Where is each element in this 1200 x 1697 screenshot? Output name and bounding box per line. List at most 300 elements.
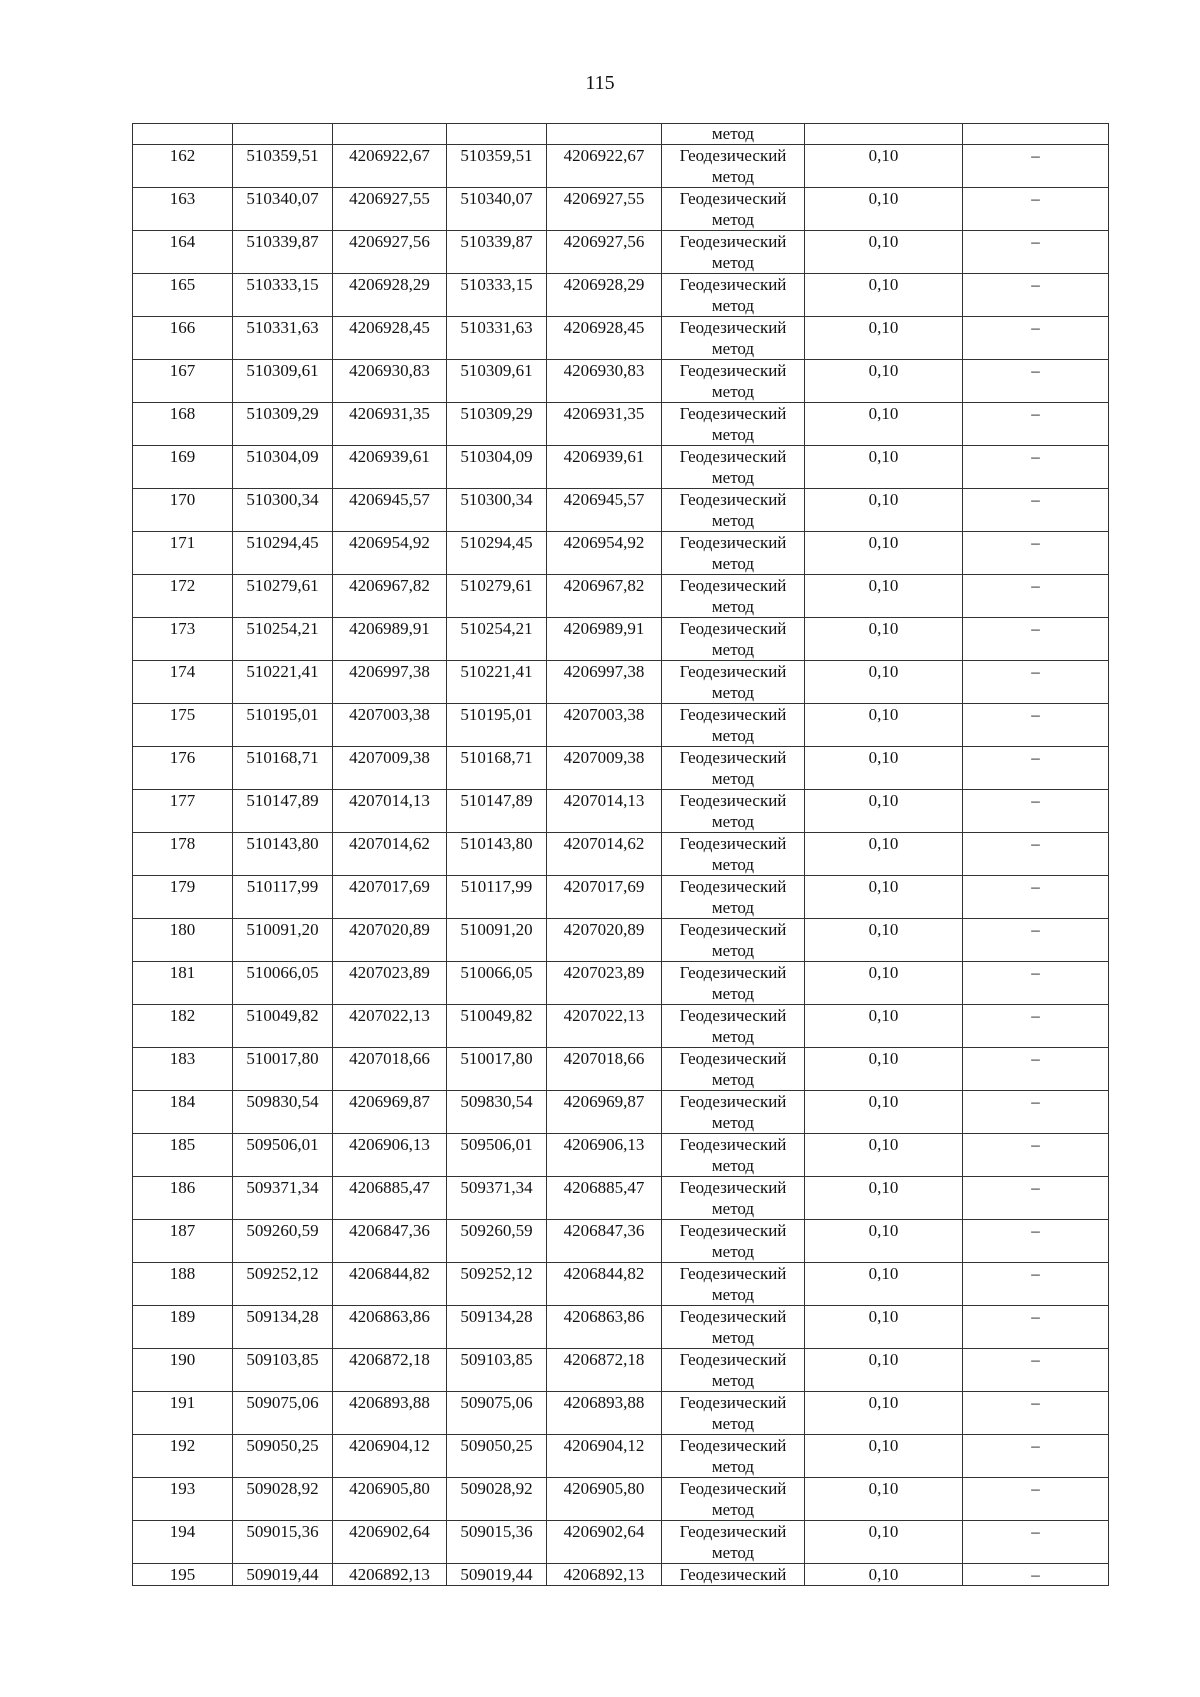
- method-cell: [662, 188, 805, 231]
- x-coordinate-cell: 510091,20: [233, 919, 333, 962]
- y-coordinate-cell: 4206927,56: [547, 231, 662, 274]
- x-coordinate-cell: 509050,25: [447, 1435, 547, 1478]
- x-coordinate-cell: 510147,89: [447, 790, 547, 833]
- method-line: метод: [711, 898, 755, 917]
- x-coordinate-cell: 509103,85: [233, 1349, 333, 1392]
- accuracy-cell: 0,10: [805, 1349, 963, 1392]
- method-line: метод: [711, 1070, 755, 1089]
- x-coordinate-cell: 510221,41: [447, 661, 547, 704]
- y-coordinate-cell: 4206905,80: [333, 1478, 447, 1521]
- y-coordinate-cell: 4206927,56: [333, 231, 447, 274]
- point-number-cell: 163: [133, 188, 233, 231]
- accuracy-cell: 0,10: [805, 1392, 963, 1435]
- x-coordinate-cell: 509506,01: [233, 1134, 333, 1177]
- x-coordinate-cell: 510143,80: [447, 833, 547, 876]
- accuracy-cell: 0,10: [805, 446, 963, 489]
- table-cell: [547, 124, 662, 145]
- accuracy-cell: 0,10: [805, 1134, 963, 1177]
- method-cell: [662, 1478, 805, 1521]
- note-cell: –: [963, 1349, 1109, 1392]
- accuracy-cell: 0,10: [805, 403, 963, 446]
- y-coordinate-cell: 4207020,89: [547, 919, 662, 962]
- table-row: [133, 1220, 1109, 1263]
- table-row: [133, 532, 1109, 575]
- note-cell: –: [963, 919, 1109, 962]
- y-coordinate-cell: 4206885,47: [333, 1177, 447, 1220]
- accuracy-cell: 0,10: [805, 790, 963, 833]
- method-cell: [662, 1392, 805, 1435]
- accuracy-cell: 0,10: [805, 661, 963, 704]
- y-coordinate-cell: 4206931,35: [547, 403, 662, 446]
- y-coordinate-cell: 4206844,82: [333, 1263, 447, 1306]
- x-coordinate-cell: 510294,45: [447, 532, 547, 575]
- point-number-cell: 170: [133, 489, 233, 532]
- accuracy-cell: 0,10: [805, 575, 963, 618]
- accuracy-cell: 0,10: [805, 489, 963, 532]
- method-line: метод: [711, 1027, 755, 1046]
- accuracy-cell: 0,10: [805, 1220, 963, 1263]
- y-coordinate-cell: 4206945,57: [333, 489, 447, 532]
- table-cell: [963, 124, 1109, 145]
- y-coordinate-cell: 4207009,38: [333, 747, 447, 790]
- point-number-cell: 179: [133, 876, 233, 919]
- x-coordinate-cell: 509260,59: [233, 1220, 333, 1263]
- method-line: метод: [711, 640, 755, 659]
- method-line: Геодезический: [679, 1522, 787, 1541]
- x-coordinate-cell: 510066,05: [233, 962, 333, 1005]
- x-coordinate-cell: 510049,82: [233, 1005, 333, 1048]
- method-line: Геодезический: [679, 1092, 787, 1111]
- method-line: Геодезический: [679, 232, 787, 251]
- x-coordinate-cell: 510359,51: [233, 145, 333, 188]
- y-coordinate-cell: 4206847,36: [333, 1220, 447, 1263]
- method-cell: [662, 403, 805, 446]
- method-line: Геодезический: [679, 1049, 787, 1068]
- point-number-cell: 168: [133, 403, 233, 446]
- method-cell: [662, 446, 805, 489]
- x-coordinate-cell: 509260,59: [447, 1220, 547, 1263]
- method-line: метод: [711, 1543, 755, 1562]
- method-line: Геодезический: [679, 576, 787, 595]
- table-row: [133, 618, 1109, 661]
- point-number-cell: 174: [133, 661, 233, 704]
- method-cell: [662, 1005, 805, 1048]
- x-coordinate-cell: 510195,01: [233, 704, 333, 747]
- table-row: [133, 1177, 1109, 1220]
- point-number-cell: 192: [133, 1435, 233, 1478]
- y-coordinate-cell: 4206906,13: [333, 1134, 447, 1177]
- x-coordinate-cell: 509371,34: [233, 1177, 333, 1220]
- y-coordinate-cell: 4206954,92: [547, 532, 662, 575]
- y-coordinate-cell: 4206954,92: [333, 532, 447, 575]
- y-coordinate-cell: 4206844,82: [547, 1263, 662, 1306]
- table-row: [133, 1349, 1109, 1392]
- x-coordinate-cell: 510254,21: [233, 618, 333, 661]
- method-line: метод: [711, 511, 755, 530]
- method-cell: [662, 1306, 805, 1349]
- note-cell: –: [963, 1435, 1109, 1478]
- y-coordinate-cell: 4207022,13: [547, 1005, 662, 1048]
- method-cell: [662, 790, 805, 833]
- accuracy-cell: 0,10: [805, 274, 963, 317]
- point-number-cell: 178: [133, 833, 233, 876]
- method-line: Геодезический: [679, 490, 787, 509]
- method-line: Геодезический: [679, 189, 787, 208]
- y-coordinate-cell: 4206997,38: [333, 661, 447, 704]
- point-number-cell: 180: [133, 919, 233, 962]
- point-number-cell: 171: [133, 532, 233, 575]
- accuracy-cell: 0,10: [805, 1091, 963, 1134]
- method-cell: [662, 1263, 805, 1306]
- accuracy-cell: 0,10: [805, 618, 963, 661]
- x-coordinate-cell: 510300,34: [447, 489, 547, 532]
- method-cell: [662, 1349, 805, 1392]
- method-cell: [662, 661, 805, 704]
- point-number-cell: 164: [133, 231, 233, 274]
- point-number-cell: 172: [133, 575, 233, 618]
- x-coordinate-cell: 510049,82: [447, 1005, 547, 1048]
- note-cell: –: [963, 747, 1109, 790]
- x-coordinate-cell: 510304,09: [233, 446, 333, 489]
- method-line: Геодезический: [679, 662, 787, 681]
- table-cell: [233, 124, 333, 145]
- x-coordinate-cell: 510294,45: [233, 532, 333, 575]
- y-coordinate-cell: 4207018,66: [333, 1048, 447, 1091]
- x-coordinate-cell: 510331,63: [447, 317, 547, 360]
- note-cell: –: [963, 1134, 1109, 1177]
- method-line: Геодезический: [679, 1479, 787, 1498]
- method-line: Геодезический: [679, 1264, 787, 1283]
- method-line: метод: [711, 1285, 755, 1304]
- method-line: Геодезический: [679, 748, 787, 767]
- accuracy-cell: 0,10: [805, 317, 963, 360]
- note-cell: –: [963, 1564, 1109, 1586]
- method-line: Геодезический: [679, 404, 787, 423]
- accuracy-cell: 0,10: [805, 1177, 963, 1220]
- y-coordinate-cell: 4207003,38: [333, 704, 447, 747]
- y-coordinate-cell: 4206989,91: [333, 618, 447, 661]
- note-cell: –: [963, 575, 1109, 618]
- x-coordinate-cell: 510339,87: [447, 231, 547, 274]
- y-coordinate-cell: 4206939,61: [547, 446, 662, 489]
- x-coordinate-cell: 509134,28: [447, 1306, 547, 1349]
- y-coordinate-cell: 4206945,57: [547, 489, 662, 532]
- y-coordinate-cell: 4206872,18: [547, 1349, 662, 1392]
- point-number-cell: 188: [133, 1263, 233, 1306]
- x-coordinate-cell: 510309,29: [447, 403, 547, 446]
- method-line: Геодезический: [679, 275, 787, 294]
- method-line: Геодезический: [679, 963, 787, 982]
- y-coordinate-cell: 4207014,13: [547, 790, 662, 833]
- point-number-cell: 169: [133, 446, 233, 489]
- x-coordinate-cell: 510066,05: [447, 962, 547, 1005]
- y-coordinate-cell: 4206893,88: [547, 1392, 662, 1435]
- method-line: метод: [711, 167, 755, 186]
- method-cell: [662, 360, 805, 403]
- y-coordinate-cell: 4206930,83: [547, 360, 662, 403]
- point-number-cell: 183: [133, 1048, 233, 1091]
- method-line: Геодезический: [679, 1006, 787, 1025]
- table-body: [133, 124, 1109, 1586]
- method-line: Геодезический: [679, 533, 787, 552]
- note-cell: –: [963, 274, 1109, 317]
- x-coordinate-cell: 510333,15: [447, 274, 547, 317]
- x-coordinate-cell: 509015,36: [447, 1521, 547, 1564]
- table-row: [133, 1521, 1109, 1564]
- method-cell: [662, 532, 805, 575]
- table-row: [133, 1478, 1109, 1521]
- note-cell: –: [963, 618, 1109, 661]
- x-coordinate-cell: 509019,44: [233, 1564, 333, 1586]
- point-number-cell: 189: [133, 1306, 233, 1349]
- y-coordinate-cell: 4206902,64: [333, 1521, 447, 1564]
- note-cell: –: [963, 1220, 1109, 1263]
- x-coordinate-cell: 510017,80: [447, 1048, 547, 1091]
- x-coordinate-cell: 510254,21: [447, 618, 547, 661]
- note-cell: –: [963, 403, 1109, 446]
- y-coordinate-cell: 4206967,82: [547, 575, 662, 618]
- y-coordinate-cell: 4206969,87: [547, 1091, 662, 1134]
- y-coordinate-cell: 4206928,29: [333, 274, 447, 317]
- table-row: [133, 489, 1109, 532]
- x-coordinate-cell: 510117,99: [233, 876, 333, 919]
- method-line: Геодезический: [679, 1178, 787, 1197]
- table-row: [133, 1306, 1109, 1349]
- x-coordinate-cell: 509075,06: [233, 1392, 333, 1435]
- method-line: Геодезический: [679, 920, 787, 939]
- y-coordinate-cell: 4206906,13: [547, 1134, 662, 1177]
- note-cell: –: [963, 489, 1109, 532]
- x-coordinate-cell: 510340,07: [233, 188, 333, 231]
- x-coordinate-cell: 510333,15: [233, 274, 333, 317]
- x-coordinate-cell: 510143,80: [233, 833, 333, 876]
- point-number-cell: 187: [133, 1220, 233, 1263]
- note-cell: –: [963, 532, 1109, 575]
- method-cell: [662, 145, 805, 188]
- y-coordinate-cell: 4206872,18: [333, 1349, 447, 1392]
- x-coordinate-cell: 510195,01: [447, 704, 547, 747]
- point-number-cell: 191: [133, 1392, 233, 1435]
- method-line: Геодезический: [679, 1135, 787, 1154]
- point-number-cell: 190: [133, 1349, 233, 1392]
- y-coordinate-cell: 4206930,83: [333, 360, 447, 403]
- accuracy-cell: 0,10: [805, 833, 963, 876]
- y-coordinate-cell: 4207022,13: [333, 1005, 447, 1048]
- note-cell: –: [963, 1521, 1109, 1564]
- method-line: Геодезический: [679, 1436, 787, 1455]
- method-line: метод: [711, 253, 755, 272]
- method-line: метод: [711, 210, 755, 229]
- x-coordinate-cell: 510359,51: [447, 145, 547, 188]
- point-number-cell: 181: [133, 962, 233, 1005]
- y-coordinate-cell: 4206905,80: [547, 1478, 662, 1521]
- point-number-cell: 166: [133, 317, 233, 360]
- x-coordinate-cell: 510309,61: [233, 360, 333, 403]
- y-coordinate-cell: 4207014,62: [547, 833, 662, 876]
- table-row: [133, 661, 1109, 704]
- method-line: Геодезический: [679, 1393, 787, 1412]
- y-coordinate-cell: 4206922,67: [333, 145, 447, 188]
- x-coordinate-cell: 510279,61: [233, 575, 333, 618]
- accuracy-cell: 0,10: [805, 1435, 963, 1478]
- point-number-cell: 193: [133, 1478, 233, 1521]
- accuracy-cell: 0,10: [805, 145, 963, 188]
- method-cell: [662, 962, 805, 1005]
- x-coordinate-cell: 510168,71: [233, 747, 333, 790]
- point-number-cell: 182: [133, 1005, 233, 1048]
- note-cell: –: [963, 1306, 1109, 1349]
- point-number-cell: 185: [133, 1134, 233, 1177]
- x-coordinate-cell: 509028,92: [233, 1478, 333, 1521]
- y-coordinate-cell: 4207020,89: [333, 919, 447, 962]
- method-line: Геодезический: [679, 447, 787, 466]
- x-coordinate-cell: 509103,85: [447, 1349, 547, 1392]
- table-row: [133, 704, 1109, 747]
- note-cell: –: [963, 317, 1109, 360]
- x-coordinate-cell: 510168,71: [447, 747, 547, 790]
- method-cell: [662, 876, 805, 919]
- table-row: [133, 1048, 1109, 1091]
- note-cell: –: [963, 1478, 1109, 1521]
- method-cell: [662, 231, 805, 274]
- table-row: [133, 403, 1109, 446]
- point-number-cell: 175: [133, 704, 233, 747]
- point-number-cell: 167: [133, 360, 233, 403]
- accuracy-cell: 0,10: [805, 188, 963, 231]
- table-row: [133, 317, 1109, 360]
- table-row: [133, 876, 1109, 919]
- method-line: метод: [711, 554, 755, 573]
- x-coordinate-cell: 510309,29: [233, 403, 333, 446]
- note-cell: –: [963, 661, 1109, 704]
- x-coordinate-cell: 509134,28: [233, 1306, 333, 1349]
- note-cell: –: [963, 360, 1109, 403]
- table-row: [133, 231, 1109, 274]
- table-cell: [133, 124, 233, 145]
- method-cell: [662, 1134, 805, 1177]
- accuracy-cell: 0,10: [805, 962, 963, 1005]
- y-coordinate-cell: 4206904,12: [333, 1435, 447, 1478]
- method-line: Геодезический: [679, 318, 787, 337]
- method-cell: [662, 575, 805, 618]
- method-cell: [662, 704, 805, 747]
- page-number: 115: [585, 72, 615, 94]
- y-coordinate-cell: 4206928,45: [333, 317, 447, 360]
- method-line: метод: [711, 855, 755, 874]
- method-cell: [662, 1048, 805, 1091]
- y-coordinate-cell: 4206939,61: [333, 446, 447, 489]
- x-coordinate-cell: 509830,54: [233, 1091, 333, 1134]
- method-line: метод: [711, 296, 755, 315]
- method-line: метод: [711, 1113, 755, 1132]
- method-line: метод: [711, 339, 755, 358]
- point-number-cell: 186: [133, 1177, 233, 1220]
- x-coordinate-cell: 510304,09: [447, 446, 547, 489]
- table-row: [133, 1392, 1109, 1435]
- x-coordinate-cell: 510221,41: [233, 661, 333, 704]
- table-row: [133, 833, 1109, 876]
- accuracy-cell: 0,10: [805, 1521, 963, 1564]
- y-coordinate-cell: 4206989,91: [547, 618, 662, 661]
- y-coordinate-cell: 4206927,55: [333, 188, 447, 231]
- method-cell: [662, 618, 805, 661]
- method-cell: [662, 1564, 805, 1586]
- method-line: метод: [711, 1156, 755, 1175]
- note-cell: –: [963, 145, 1109, 188]
- y-coordinate-cell: 4206863,86: [547, 1306, 662, 1349]
- x-coordinate-cell: 509252,12: [447, 1263, 547, 1306]
- accuracy-cell: 0,10: [805, 704, 963, 747]
- table-row-continued: [133, 124, 1109, 145]
- table-row: [133, 790, 1109, 833]
- y-coordinate-cell: 4206892,13: [333, 1564, 447, 1586]
- method-cell: [662, 1435, 805, 1478]
- point-number-cell: 162: [133, 145, 233, 188]
- y-coordinate-cell: 4207009,38: [547, 747, 662, 790]
- method-line: метод: [711, 726, 755, 745]
- point-number-cell: 184: [133, 1091, 233, 1134]
- method-line: Геодезический: [679, 791, 787, 810]
- table-row: [133, 747, 1109, 790]
- y-coordinate-cell: 4207017,69: [333, 876, 447, 919]
- accuracy-cell: 0,10: [805, 1005, 963, 1048]
- y-coordinate-cell: 4206893,88: [333, 1392, 447, 1435]
- accuracy-cell: 0,10: [805, 1263, 963, 1306]
- x-coordinate-cell: 509028,92: [447, 1478, 547, 1521]
- accuracy-cell: 0,10: [805, 532, 963, 575]
- y-coordinate-cell: 4206927,55: [547, 188, 662, 231]
- note-cell: –: [963, 1263, 1109, 1306]
- point-number-cell: 177: [133, 790, 233, 833]
- method-cell: [662, 489, 805, 532]
- x-coordinate-cell: 509050,25: [233, 1435, 333, 1478]
- table-row: [133, 962, 1109, 1005]
- x-coordinate-cell: 510300,34: [233, 489, 333, 532]
- table-row: [133, 145, 1109, 188]
- accuracy-cell: 0,10: [805, 231, 963, 274]
- method-cell: [662, 919, 805, 962]
- table-row: [133, 919, 1109, 962]
- table-cell-method: метод: [662, 124, 805, 145]
- coordinates-table: [132, 123, 1109, 1586]
- method-cell: [662, 833, 805, 876]
- method-line: Геодезический: [679, 1221, 787, 1240]
- y-coordinate-cell: 4206904,12: [547, 1435, 662, 1478]
- method-cell: [662, 317, 805, 360]
- y-coordinate-cell: 4206928,45: [547, 317, 662, 360]
- table-cell: [447, 124, 547, 145]
- accuracy-cell: 0,10: [805, 1048, 963, 1091]
- y-coordinate-cell: 4207017,69: [547, 876, 662, 919]
- note-cell: –: [963, 446, 1109, 489]
- x-coordinate-cell: 510279,61: [447, 575, 547, 618]
- x-coordinate-cell: 509830,54: [447, 1091, 547, 1134]
- method-line: метод: [711, 468, 755, 487]
- table-row: [133, 1564, 1109, 1586]
- method-line: метод: [711, 941, 755, 960]
- table-row: [133, 446, 1109, 489]
- accuracy-cell: 0,10: [805, 360, 963, 403]
- point-number-cell: 176: [133, 747, 233, 790]
- x-coordinate-cell: 510091,20: [447, 919, 547, 962]
- table-cell: [805, 124, 963, 145]
- y-coordinate-cell: 4207003,38: [547, 704, 662, 747]
- x-coordinate-cell: 509075,06: [447, 1392, 547, 1435]
- x-coordinate-cell: 510147,89: [233, 790, 333, 833]
- table-row: [133, 274, 1109, 317]
- accuracy-cell: 0,10: [805, 1478, 963, 1521]
- x-coordinate-cell: 510117,99: [447, 876, 547, 919]
